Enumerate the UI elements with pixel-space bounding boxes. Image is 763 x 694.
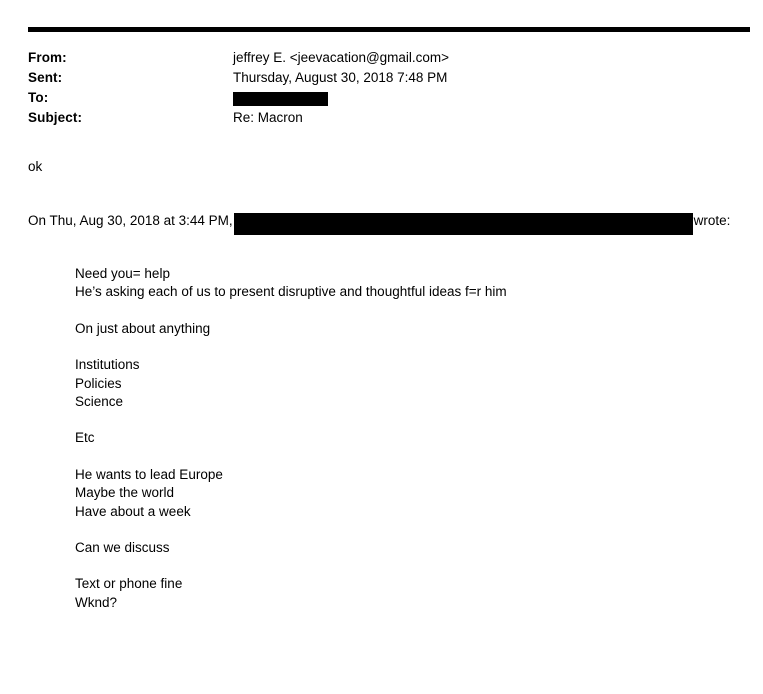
quoted-line: Have about a week xyxy=(75,503,191,519)
quoted-line: Wknd? xyxy=(75,594,118,610)
header-value-sent: Thursday, August 30, 2018 7:48 PM xyxy=(233,70,448,85)
quoted-line: Science xyxy=(75,394,124,410)
quoted-paragraph xyxy=(75,320,675,338)
quoted-line: On just about anything xyxy=(75,320,211,336)
email-header-block xyxy=(28,49,750,129)
quoted-line: Need you= help xyxy=(75,266,170,281)
quoted-paragraph xyxy=(75,466,675,521)
quoted-line: Institutions xyxy=(75,357,140,373)
quoted-message-body xyxy=(75,265,675,612)
quoted-line: Can we discuss xyxy=(75,540,170,556)
header-row-sent xyxy=(28,69,750,87)
redaction-box-recipient xyxy=(233,92,328,106)
header-label-from: From: xyxy=(28,50,67,65)
quoted-line: Policies xyxy=(75,375,122,391)
header-label-to: To: xyxy=(28,90,49,105)
header-value-subject: Re: Macron xyxy=(233,110,303,125)
quoted-line: Maybe the world xyxy=(75,485,175,501)
quoted-paragraph xyxy=(75,429,675,447)
quoted-paragraph xyxy=(75,539,675,557)
header-row-to xyxy=(28,89,750,107)
redaction-box-quoted-sender xyxy=(234,213,693,235)
quoted-line: Etc xyxy=(75,430,95,446)
quoted-line: He wants to lead Europe xyxy=(75,466,223,482)
quote-attribution-prefix: On Thu, Aug 30, 2018 at 3:44 PM, xyxy=(28,213,233,228)
header-value-from: jeffrey E. <jeevacation@gmail.com> xyxy=(233,50,450,65)
quote-attribution-suffix: wrote: xyxy=(693,213,731,228)
header-label-subject: Subject: xyxy=(28,110,83,125)
header-divider-rule xyxy=(28,27,750,32)
quoted-line: Text or phone fine xyxy=(75,576,183,592)
reply-body-text: ok xyxy=(28,159,43,174)
header-row-subject xyxy=(28,109,750,127)
header-row-from xyxy=(28,49,750,67)
quoted-paragraph xyxy=(75,265,675,302)
header-value-to xyxy=(233,89,328,107)
quoted-paragraph xyxy=(75,356,675,411)
header-label-sent: Sent: xyxy=(28,70,63,85)
quoted-paragraph xyxy=(75,575,675,612)
quote-attribution-line xyxy=(28,212,750,230)
quoted-line: He’s asking each of us to present disruptive and thoughtful ideas f=r him xyxy=(75,284,507,300)
